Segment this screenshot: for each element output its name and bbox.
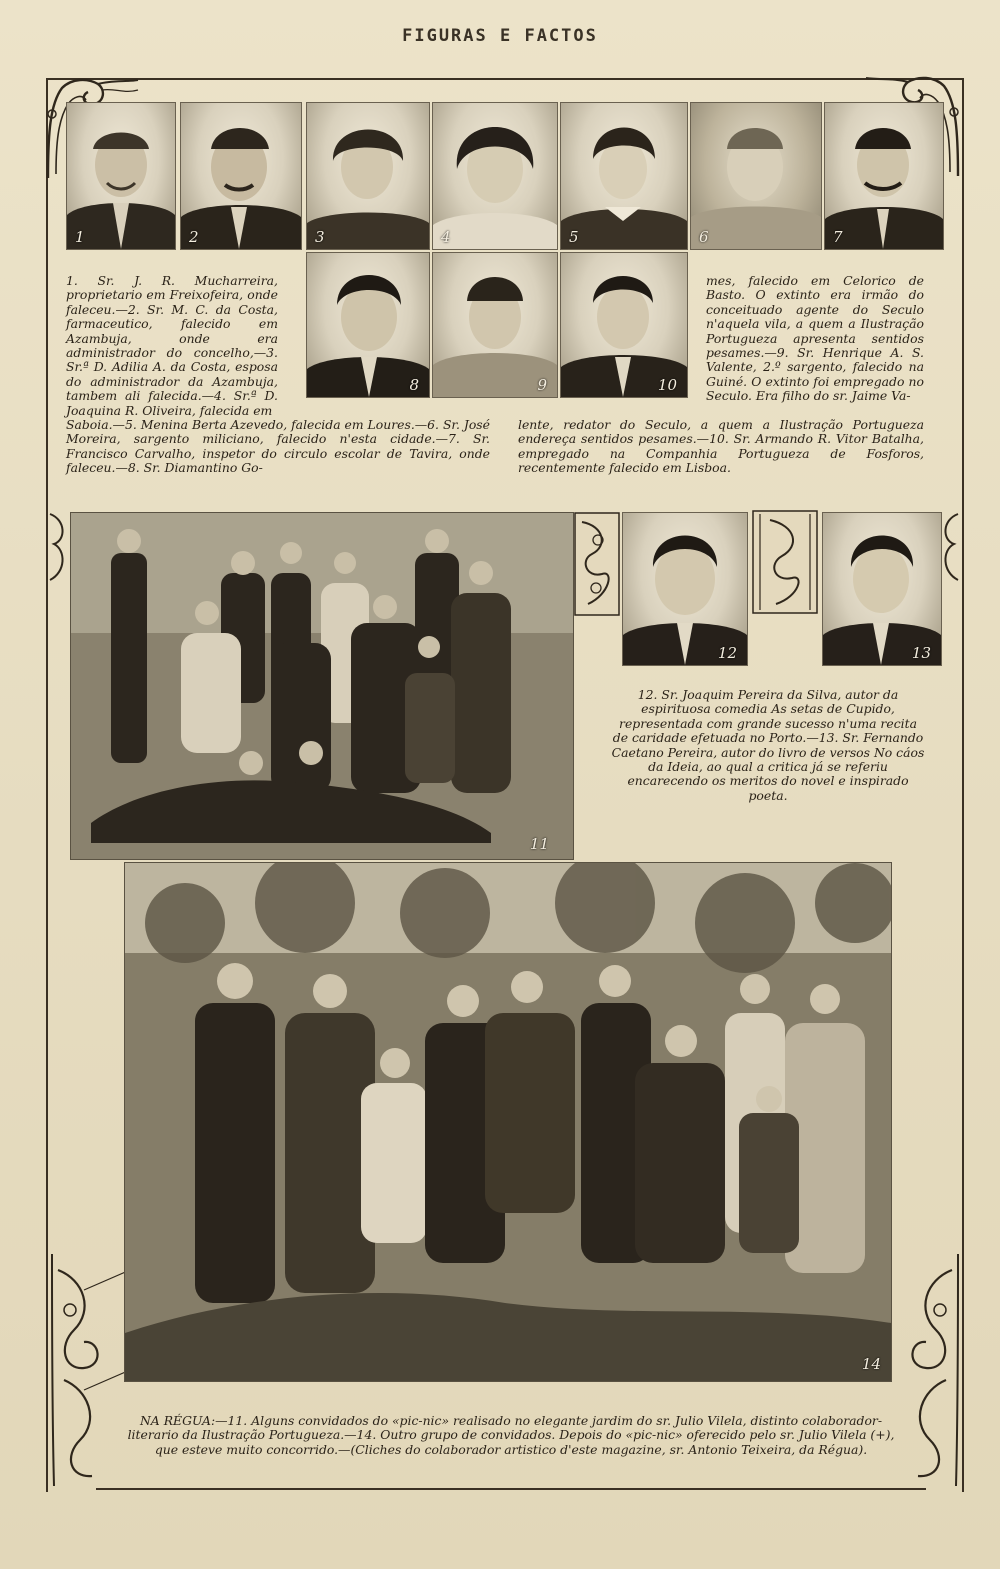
ornament-panel-right: [752, 510, 818, 614]
caption-right-column: mes, falecido em Celorico de Basto. O extinto era irmão do conceituado agente do Seculo n'aquela vila, a quem a Ilustração Portugueza apresenta sentidos pesames.—9. Sr. Henrique A. S. Valente, 2.º sargento, falecido na Guiné. O extinto foi empregado no Seculo. Era filho do sr. Jaime Va-: [706, 273, 924, 404]
caption-right-bottom: lente, redator do Seculo, a quem a Ilustração Portugueza endereça sentidos pesames.—10. Sr. Armando R. Vitor Batalha, empregado na Companhia Portugueza de Fosforos, recentemente falecido em Lisboa.: [518, 417, 924, 476]
portrait-6: [690, 102, 822, 250]
portrait-number: 8: [409, 376, 419, 394]
portrait-8: [306, 252, 430, 398]
portrait-number: 13: [911, 644, 931, 662]
portrait-number: 7: [833, 228, 843, 246]
frame-bottom-rule: [96, 1488, 926, 1490]
portrait-number: 4: [441, 228, 451, 246]
portrait-number: 9: [537, 376, 547, 394]
caption-left-column: 1. Sr. J. R. Mucharreira, proprietario em Freixofeira, onde faleceu.—2. Sr. M. C. da Costa, farmaceutico, falecido em Azambuja, onde era administrador do concelho,—3. Sr.ª D. Adilia A. da Costa, esposa do administrador da Azambuja, tambem ali falecida.—4. Sr.ª D. Joaquina R. Oliveira, falecida em: [66, 273, 278, 418]
portrait-1: [66, 102, 176, 250]
group-photo-11: [70, 512, 574, 860]
page-header: FIGURAS E FACTOS: [402, 26, 598, 46]
portrait-number: 12: [717, 644, 737, 662]
portrait-10: [560, 252, 688, 398]
caption-portraits-12-13: 12. Sr. Joaquim Pereira da Silva, autor da espirituosa comedia As setas de Cupido, representada com grande sucesso n'uma recita de caridade efetuada no Porto.—13. Sr. Fernando Caetano Pereira, autor do livro de versos No cáos da Ideia, ao qual a critica já se referiu encarecendo os meritos do novel e inspirado poeta.: [611, 687, 925, 803]
ornament-panel-left: [574, 512, 620, 616]
caption-bottom: NA RÉGUA:—11. Alguns convidados do «pic-nic» realisado no elegante jardim do sr. Julio Vilela, distinto colaborador-literario da Ilustração Portugueza.—14. Outro grupo de convidados. Depois do «pic-nic» oferecido pelo sr. Julio Vilela (+), que esteve muito concorrido.—(Cliches do colaborador artistico d'este magazine, sr. Antonio Teixeira, da Régua).: [127, 1413, 895, 1457]
portrait-number: 6: [699, 228, 709, 246]
portrait-3: [306, 102, 430, 250]
portrait-12: [622, 512, 748, 666]
portrait-number: 2: [189, 228, 199, 246]
portrait-number: 3: [315, 228, 325, 246]
portrait-9: [432, 252, 558, 398]
corner-ornament-bottom-left: [44, 1250, 134, 1494]
portrait-4: [432, 102, 558, 250]
portrait-2: [180, 102, 302, 250]
side-ornament-left: [46, 510, 70, 584]
portrait-7: [824, 102, 944, 250]
group-photo-number: 11: [529, 835, 549, 853]
caption-left-bottom: Saboia.—5. Menina Berta Azevedo, falecida em Loures.—6. Sr. José Moreira, sargento miliciano, falecido n'esta cidade.—7. Sr. Francisco Carvalho, inspetor do circulo escolar de Tavira, onde faleceu.—8. Sr. Diamantino Go-: [66, 417, 490, 476]
portrait-number: 5: [569, 228, 579, 246]
portrait-number: 10: [657, 376, 677, 394]
corner-ornament-bottom-right: [886, 1250, 966, 1494]
portrait-5: [560, 102, 688, 250]
portrait-13: [822, 512, 942, 666]
group-photo-14: [124, 862, 892, 1382]
group-photo-number: 14: [861, 1355, 881, 1373]
portrait-number: 1: [75, 228, 85, 246]
